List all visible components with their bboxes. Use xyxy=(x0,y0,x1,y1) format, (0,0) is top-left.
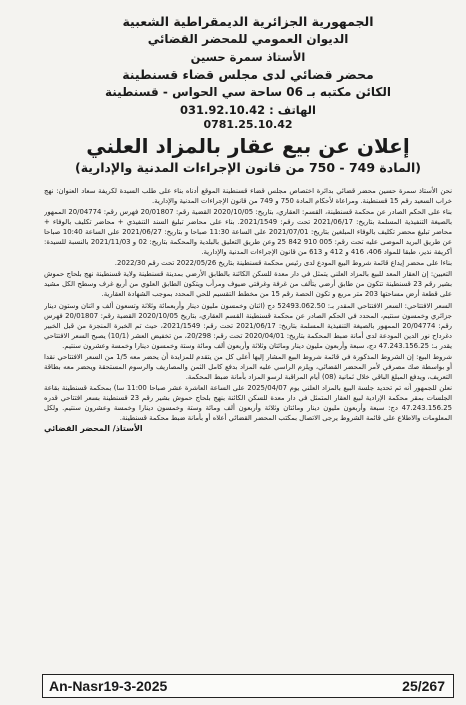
header-phone-line: الهاتف : 031.92.10.42 xyxy=(180,103,316,117)
header-bailiff-name: الأستاذ سمرة حسين xyxy=(190,50,306,64)
header-court-line: محضر قضائي لدى مجلس قضاء قسنطينة xyxy=(122,67,374,82)
header-mobile-line: 0781.25.10.42 xyxy=(203,118,293,131)
header-office-line: الديوان العمومي للمحضر القضائي xyxy=(147,32,349,46)
paragraph-property: التعيين: إن العقار المعد للبيع بالمزاد العلني يتمثل في دار معدة للسكن الكائنة بالطابق الأرضي بمدينة قسنطينة ولاية قسنطينة نهج بلحاج حموش بشير رقم 23 قسنطينة تتكون من طابق أرضي يتألف من غرفة وغرفتي ضيوف ومرأب ويتكون الطابق العلوي من أربع غرف وسطح الكل مشيد على قطعة أرض مساحتها 203 متر مربع و تكون الحصة رقم 15 من مخطط التقسيم للحي المحدد بموجب الشهادة العقارية. xyxy=(44,270,452,299)
paragraph-judgment: بناء على الحكم الصادر عن محكمة قسنطينة، القسم: العقاري، بتاريخ: 2020/10/05 القضية رقم: 20/01807 فهرس رقم: 20/04774 الممهور بالصيغة التنفيذية المسلمة بتاريخ: 2021/06/17 تحت رقم: 2021/1549. بناء على محاضر تبليغ السند التنفيذي + محاضر تكليف بالوفاء + محاضر تبليغ محضر تكليف بالوفاء المبلغين بتاريخ: 2021/07/01 على الساعة 11:30 صباحا و بتاريخ: 2021/06/27 على الساعة 10:40 صباحا عن طريق البريد الموصى عليه تحت رقم: 005 910 842 25 وعن طريق التعليق بالبلدية والمحكمة بتاريخ: 02 و 2021/11/03 بالنسبة للسيدة: أكريفة نذير، طبقا للمواد 406، 416 و 412 و 613 من قانون الإجراءات المدنية والإدارية. xyxy=(44,208,452,257)
paragraph-intro: نحن الأستاذ سمرة حسين محضر قضائي بدائرة اختصاص مجلس قضاء قسنطينة الموقع أدناه بناء على طلب السيدة لكريفة سعاد العنوان: نهج خراب السعيد رقم 15 قسنطينة. ومراعاة لأحكام المادة 750 و 749 من قانون الإجراءات المدنية والإدارية. xyxy=(44,187,452,206)
notice-title: إعلان عن بيع عقار بالمزاد العلني xyxy=(86,134,410,158)
publication-reference: 25/267 xyxy=(402,678,445,694)
publication-footer xyxy=(42,674,454,698)
header-republic-line: الجمهورية الجزائرية الديمقراطية الشعبية xyxy=(122,14,374,29)
header-address-line: الكائن مكتبه بـ 06 ساحة سي الحواس - قسنطينة xyxy=(105,85,391,99)
notice-column xyxy=(42,10,454,658)
paragraph-deposit: بناءا على محضر إيداع قائمة شروط البيع المودع لدى رئيس محكمة قسنطينة بتاريخ 2022/05/26 تحت رقم 2022/30. xyxy=(114,259,452,268)
paragraph-session: نعلن للجمهور أنه تم تحديد جلسة البيع بالمزاد العلني يوم 2025/04/07 على الساعة العاشرة عشر صباحا 11:00 سا) بمحكمة قسنطينة بقاعة الجلسات بمقر محكمة الإرادية لبيع العقار المتمثل في دار معدة للسكن الكائنة بنهج بلحاج حموش بشير رقم 23 قسنطينة بسعر افتتاحي قدره 47.243.156.25 دج: سبعة وأربعون مليون دينار ومائتان وثلاثة وأربعون ألف ومائة وستة وخمسون دينارا وخمسة وعشرون سنتيم. ولكل المعلومات والاطلاع على قائمة الشروط يرجى الاتصال بمكتب المحضر القضائي أعلاه أو بأمانة ضبط محكمة قسنطينة. xyxy=(44,383,452,423)
notice-body xyxy=(44,186,452,656)
notice-subtitle: (المادة 749 - 750 من قانون الإجراءات المدنية والإدارية) xyxy=(75,160,421,175)
paragraph-conditions: شروط البيع: إن الشروط المذكورة في قائمة شروط البيع المشار إليها أعلى كل من يتقدم للمزايدة أن يحضر معه 1/5 من السعر الافتتاحي نقدا أو بواسطة صك مصرفي لأمر المحضر القضائي، ويلزم الراسي عليه المزاد بدفع كامل الثمن والمصاريف والرسوم المستحقة ويحضر معه بطاقة التعريف، ويدفع المبلغ الباقي خلال ثمانية (08) أيام المراقبة لرسو المزاد بأمانة ضبط المحكمة. xyxy=(44,352,452,381)
signature: الأستاذ/ المحضر القضائي xyxy=(44,424,143,434)
paragraph-price: السعر الافتتاحي: السعر الافتتاحي المقدر بـ: 52493.062.50 دج (اثنان وخمسون مليون دينار وأربعمائة وثلاثة وتسعون ألف و اثنان وستون دينار جزائري وخمسون سنتيم، المحدد في الحكم الصادر عن محكمة قسنطينة القسم العقاري، بتاريخ 2020/10/05 القضية رقم: 20/01807 فهرس رقم: 20/04774 الممهور بالصيغة التنفيذية المسلمة بتاريخ: 2021/06/17 تحت رقم: 2021/1549، حيث تم الخبرة المنجزة من قبل الخبير دغرداح نور الدين المودعة لدى أمانة ضبط المحكمة بتاريخ: 2020/04/01 تحت رقم: 20/298، من تخفيض العشر (10/1) يصبح السعر الافتتاحي يقدر بـ: 47.243.156.25 دج، سبعة وأربعون مليون دينار ومائتان وثلاثة وأربعون ألف ومائة وستة وخمسون دينارا وخمسة وعشرون سنتيم. xyxy=(44,301,452,350)
publication-name-date: An-Nasr19-3-2025 xyxy=(49,678,168,694)
